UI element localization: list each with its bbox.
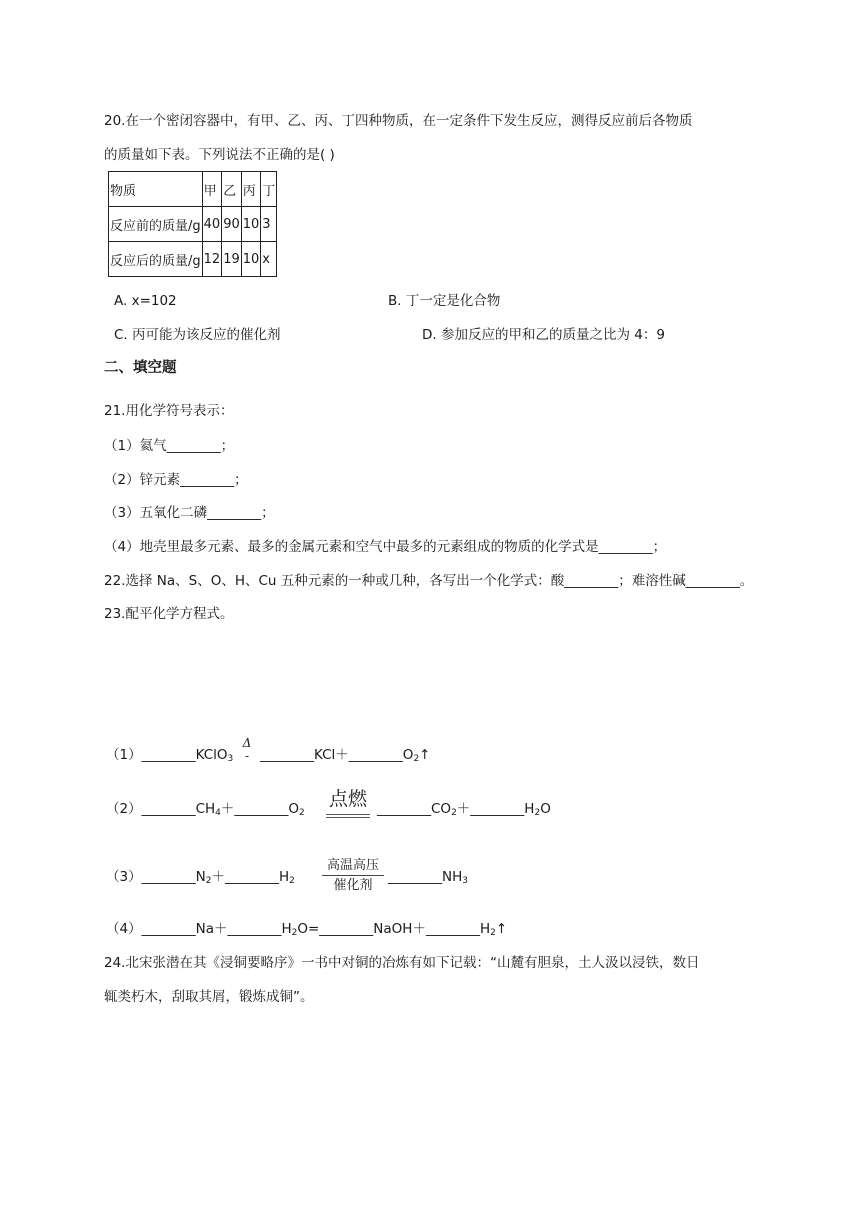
blank: ________: [388, 869, 442, 885]
formula: H: [281, 921, 292, 937]
equation-3: [106, 867, 295, 891]
eq3-condition: [322, 856, 384, 895]
condition-bottom: 催化剂: [322, 875, 384, 895]
equation-4: [106, 919, 507, 943]
eq-number: （2）: [106, 801, 142, 817]
blank: ________: [319, 921, 374, 937]
section-title: 二、填空题: [104, 360, 177, 376]
q23-stem: 23.配平化学方程式。: [104, 606, 234, 622]
formula: KClO: [195, 747, 228, 763]
formula: CO: [431, 801, 452, 817]
eq-number: （3）: [106, 869, 142, 885]
subscript: 2: [291, 928, 298, 938]
table-header-cell: 物质: [109, 172, 203, 207]
blank: ________: [234, 801, 289, 817]
table-cell: 90: [222, 207, 242, 242]
q24-line2: 辄类朽木，刮取其屑，锻炼成铜”。: [104, 989, 314, 1005]
formula: CH: [195, 801, 216, 817]
blank: ________: [141, 747, 196, 763]
eq2-condition: [326, 787, 370, 818]
equation-1: [106, 745, 233, 769]
blank: ________: [260, 747, 314, 763]
formula: Na＋: [195, 921, 228, 937]
eq-number: （1）: [106, 747, 142, 763]
plus: ＋: [220, 801, 235, 817]
table-cell: x: [261, 242, 277, 277]
formula: KCl＋: [314, 747, 349, 763]
formula: NaOH＋: [373, 921, 426, 937]
table-header-cell: 甲: [202, 172, 222, 207]
subscript: 3: [462, 876, 468, 886]
formula: O: [288, 801, 300, 817]
subscript: 4: [215, 808, 221, 818]
q21-item: （3）五氧化二磷________；: [104, 505, 275, 521]
blank: ________: [141, 921, 196, 937]
table-cell: 10: [241, 242, 261, 277]
blank: ________: [470, 801, 525, 817]
equation-2: [106, 799, 305, 823]
q21-item: （2）锌元素________；: [104, 472, 248, 488]
table-cell: 40: [202, 207, 222, 242]
subscript: 2: [413, 754, 420, 764]
blank: ________: [377, 801, 431, 817]
eq1-condition: [240, 737, 254, 763]
q22-text: 22.选择 Na、S、O、H、Cu 五种元素的一种或几种，各写出一个化学式：酸________；难溶性碱________。: [104, 573, 754, 589]
heat-symbol: Δ: [242, 736, 252, 750]
table-header-cell: 丁: [261, 172, 277, 207]
table-cell: 反应前的质量/g: [109, 207, 203, 242]
formula: H: [524, 801, 535, 817]
q21-item: （1）氦气________；: [104, 438, 235, 454]
blank: ________: [425, 921, 480, 937]
gas-arrow: ↑: [495, 921, 508, 937]
equation-2-products: [377, 799, 551, 823]
table-row: [109, 207, 277, 242]
subscript: 3: [227, 754, 234, 764]
double-line: [326, 814, 370, 818]
equation-1-products: [260, 745, 430, 769]
formula: H: [479, 921, 491, 937]
table-header-cell: 乙: [222, 172, 242, 207]
subscript: 2: [299, 808, 305, 818]
table-cell: 3: [261, 207, 277, 242]
table-row: [109, 242, 277, 277]
table-header-row: [109, 172, 277, 207]
blank: ________: [141, 801, 196, 817]
formula: O: [402, 747, 414, 763]
subscript: 2: [490, 928, 496, 938]
q20-option-d: D. 参加反应的甲和乙的质量之比为 4：9: [422, 327, 665, 343]
q21-item: （4）地壳里最多元素、最多的金属元素和空气中最多的元素组成的物质的化学式是________；: [104, 539, 667, 555]
subscript: 2: [534, 808, 541, 818]
formula: N: [195, 869, 206, 885]
table-cell: 反应后的质量/g: [109, 242, 203, 277]
gas-arrow: ↑: [419, 747, 431, 763]
blank: ________: [227, 921, 282, 937]
q20-option-a: A. x=102: [114, 293, 177, 309]
blank: ________: [224, 869, 279, 885]
q24-line1: 24.北宋张潜在其《浸铜要略序》一书中对铜的冶炼有如下记载：“山麓有胆泉，土人汲以浸铁，数日: [104, 955, 700, 971]
plus: ＋: [456, 801, 471, 817]
blank: ________: [348, 747, 403, 763]
q20-mass-table: [108, 171, 277, 277]
equation-3-products: [388, 867, 468, 891]
formula: O=: [297, 921, 320, 937]
q20-option-c: C. 丙可能为该反应的催化剂: [114, 327, 281, 343]
condition-bottom: -: [244, 749, 250, 763]
formula: NH: [442, 869, 463, 885]
blank: ________: [141, 869, 196, 885]
condition-top: 高温高压: [326, 858, 379, 873]
q20-stem-line2: 的质量如下表。下列说法不正确的是( ): [104, 147, 335, 163]
subscript: 2: [451, 808, 457, 818]
subscript: 2: [205, 876, 212, 886]
formula: H: [278, 869, 290, 885]
plus: ＋: [211, 869, 225, 885]
q21-stem: 21.用化学符号表示：: [104, 403, 234, 419]
table-cell: 12: [202, 242, 222, 277]
q20-option-b: B. 丁一定是化合物: [388, 293, 501, 309]
subscript: 2: [289, 876, 295, 886]
condition-text: 点燃: [328, 788, 367, 810]
table-header-cell: 丙: [241, 172, 261, 207]
table-cell: 10: [241, 207, 261, 242]
q20-stem-line1: 20.在一个密闭容器中，有甲、乙、丙、丁四种物质，在一定条件下发生反应，测得反应前后各物质: [104, 113, 693, 129]
table-cell: 19: [222, 242, 242, 277]
formula: O: [540, 801, 551, 817]
eq-number: （4）: [106, 921, 142, 937]
